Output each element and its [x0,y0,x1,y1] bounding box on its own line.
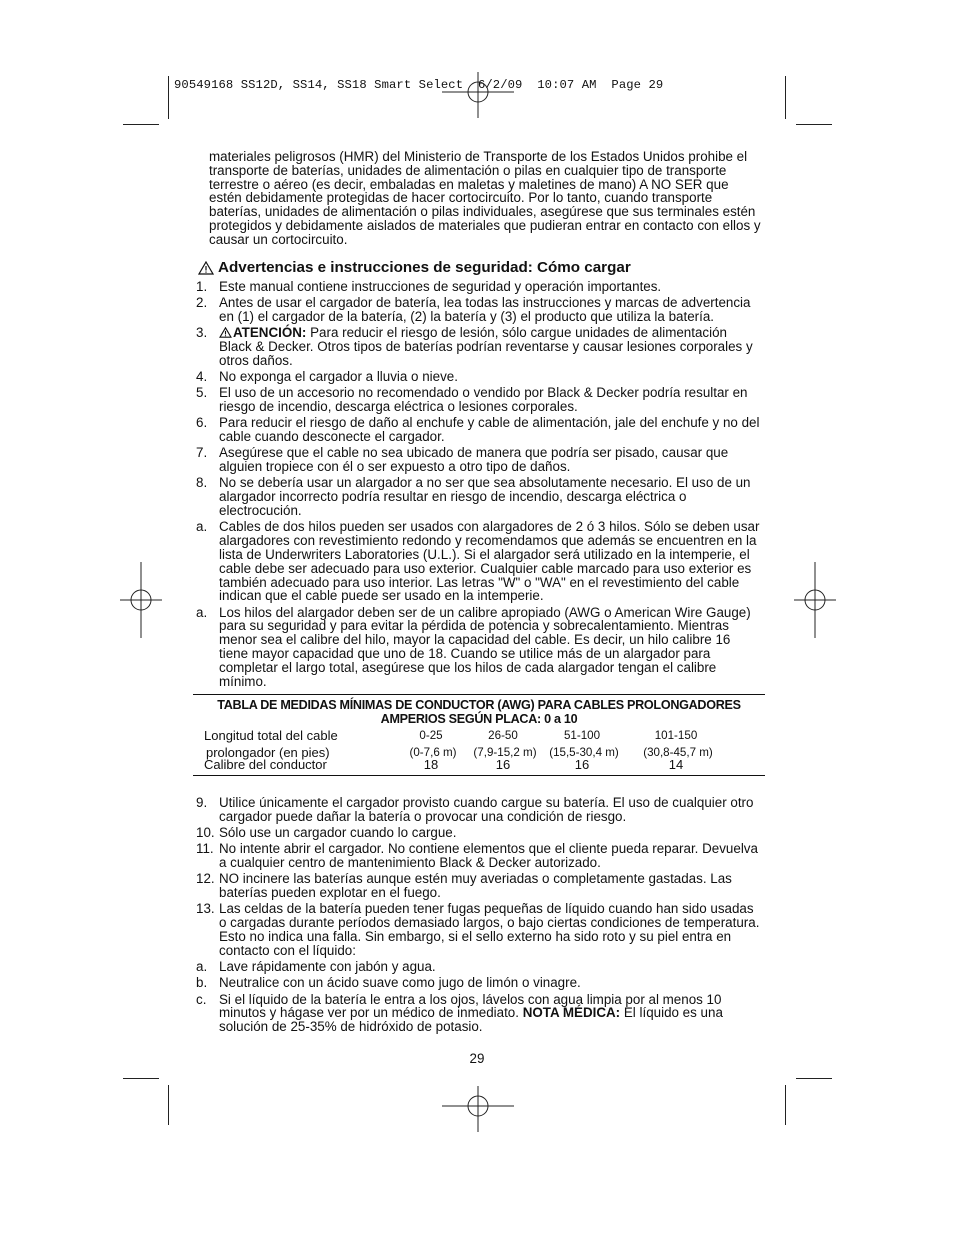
intro-paragraph: materiales peligrosos (HMR) del Ministerio de Transporte de los Estados Unidos prohibe el transporte de baterías, unidades de alimentación o pilas en cualquier tipo de transporte terrestre o aéreo (es decir, embaladas en maletas y maletines de mano) A NO SER que estén debidamente protegidas de hacer cortocircuito. Por lo tanto, cuando transporte baterías, unidades de alimentación o pilas individuales, asegúrese que sus terminales estén protegidos y debidamente aislados de materiales que pudieran entrar en contacto con ellos y causar un cortocircuito. [209,149,761,247]
registration-crosshair-icon [120,562,162,638]
section-heading [198,259,762,277]
list-item: 13. Las celdas de la batería pueden tener fugas pequeñas de líquido cuando han sido usadas o cargadas durante períodos demasiado largos, o bajo ciertas condiciones de temperatura. Esto no indica una falla. Sin embargo, si el sello externo ha sido roto y su piel entra en contacto con el líquido: [196,901,760,958]
safety-list [196,280,762,689]
awg-table [193,694,765,775]
table-row-label: Longitud total del cable [204,728,338,744]
table-subtitle: AMPERIOS SEGÚN PLACA: 0 a 10 [380,712,578,727]
list-item: 6. Para reducir el riesgo de daño al enchufe y cable de alimentación, jale del enchufe y no del cable cuando desconecte el cargador. [196,415,760,445]
list-item: c. Si el líquido de la batería le entra a los ojos, lávelos con agua limpia por al menos 10 minutos y hágase ver por un médico de inmediato. NOTA MÉDICA: El líquido es una solución de 25-35% de hidróxido de potasio. [196,991,723,1035]
list-item: 5. El uso de un accesorio no recomendado o vendido por Black & Decker podría resultar en riesgo de incendio, descarga eléctrica o lesiones corporales. [196,385,748,414]
list-item: a. Los hilos del alargador deben ser de un calibre apropiado (AWG o American Wire Gauge) para su seguridad y para evitar la pérdida de potencia y sobrecalentamiento. Mientras menor sea el calibre del hilo, mayor la capacidad del cable. Es decir, un hilo calibre 16 tiene mayor capacidad que uno de 18. Cuando se utilice más de un alargador para completar el largo total, asegúrese que los hilos de cada alargador tengan el calibre mínimo. [196,604,751,689]
safety-list-continued [196,796,762,1034]
list-item: 11. No intente abrir el cargador. No contiene elementos que el cliente pueda reparar. Devuelva a cualquier centro de mantenimiento Black & Decker autorizado. [196,841,758,870]
list-item: 8. No se debería usar un alargador a no ser que sea absolutamente necesario. El uso de un alargador incorrecto podría resultar en riesgo de incendio, descarga eléctrica o electrocución. [196,475,751,519]
crop-mark [796,1078,832,1079]
attention-label: ATENCIÓN: [233,324,307,340]
table-row: Longitud total del cable 0-25 26-50 51-100 101-150 [193,729,765,743]
warning-triangle-icon [219,327,232,338]
list-item: 2. Antes de usar el cargador de batería, lea todas las instrucciones y marcas de advertencia en (1) el cargador de la batería, (2) la batería y (3) el producto que utiliza la batería. [196,294,751,324]
medical-note-label: NOTA MÉDICA: [522,1005,621,1021]
list-item: a. Lave rápidamente con jabón y agua. [196,959,436,975]
list-item: 3. ATENCIÓN: Para reducir el riesgo de lesión, sólo cargue unidades de alimentación Black & Decker. Otros tipos de baterías podrían reventarse y causar lesiones corporales y otros daños. [196,324,753,368]
crop-mark [123,1078,159,1079]
warning-triangle-icon [198,261,214,275]
page-number: 29 [469,1051,485,1066]
list-item: 10. Sólo use un cargador cuando lo cargue. [196,824,457,840]
list-item: a. Cables de dos hilos pueden ser usados con alargadores de 2 ó 3 hilos. Sólo se deben usar alargadores con revestimiento redondo y recomendamos que además se encuentren en la lista de Underwriters Laboratories (U.L.). Si el alargador será utilizado en la intemperie, el cable debe ser adecuado para uso exterior. Cualquier cable marcado para uso exterior es también adecuado para uso interior. Las letras "W" o "WA" en el revestimiento del cable indican que el cable puede ser usado en la intemperie. [196,519,760,604]
crop-mark [785,1085,786,1125]
crop-mark [785,76,786,119]
registration-crosshair-icon [442,72,514,118]
list-item: 1. Este manual contiene instrucciones de seguridad y operación importantes. [196,278,662,294]
table-title: TABLA DE MEDIDAS MÍNIMAS DE CONDUCTOR (AWG) PARA CABLES PROLONGADORES [217,698,741,713]
list-item: 9. Utilice únicamente el cargador provisto cuando cargue su batería. El uso de cualquier otro cargador puede dañar la batería o provocar una condición de riesgo. [196,794,754,824]
table-row-label: Calibre del conductor [204,756,327,772]
list-item: 4. No exponga el cargador a lluvia o nieve. [196,368,458,384]
page-content [196,150,762,1037]
list-item: 7. Asegúrese que el cable no sea ubicado de manera que podría ser pisado, causar que alguien tropiece con él o ser expuesto a otro tipo de daños. [196,445,729,475]
registration-crosshair-icon [794,562,836,638]
printer-slug-line: 90549168 SS12D, SS14, SS18 Smart Select 6/2/09 10:07 AM Page 29 [174,78,664,92]
crop-mark [168,76,169,119]
list-item: 12. NO incinere las baterías aunque estén muy averiadas o completamente gastadas. Las baterías pueden explotar en el fuego. [196,871,732,901]
crop-mark [123,124,159,125]
section-heading-text: Advertencias e instrucciones de seguridad: Cómo cargar [218,258,631,276]
registration-crosshair-icon [442,1086,514,1132]
table-row: prolongador (en pies) (0-7,6 m) (7,9-15,2 m) (15,5-30,4 m) (30,8-45,7 m) [193,746,765,760]
crop-mark [168,1085,169,1125]
table-row-label: prolongador (en pies) [206,745,330,761]
table-row: Calibre del conductor 18 16 16 14 [193,758,765,772]
crop-mark [796,124,832,125]
list-item: b. Neutralice con un ácido suave como jugo de limón o vinagre. [196,975,581,991]
